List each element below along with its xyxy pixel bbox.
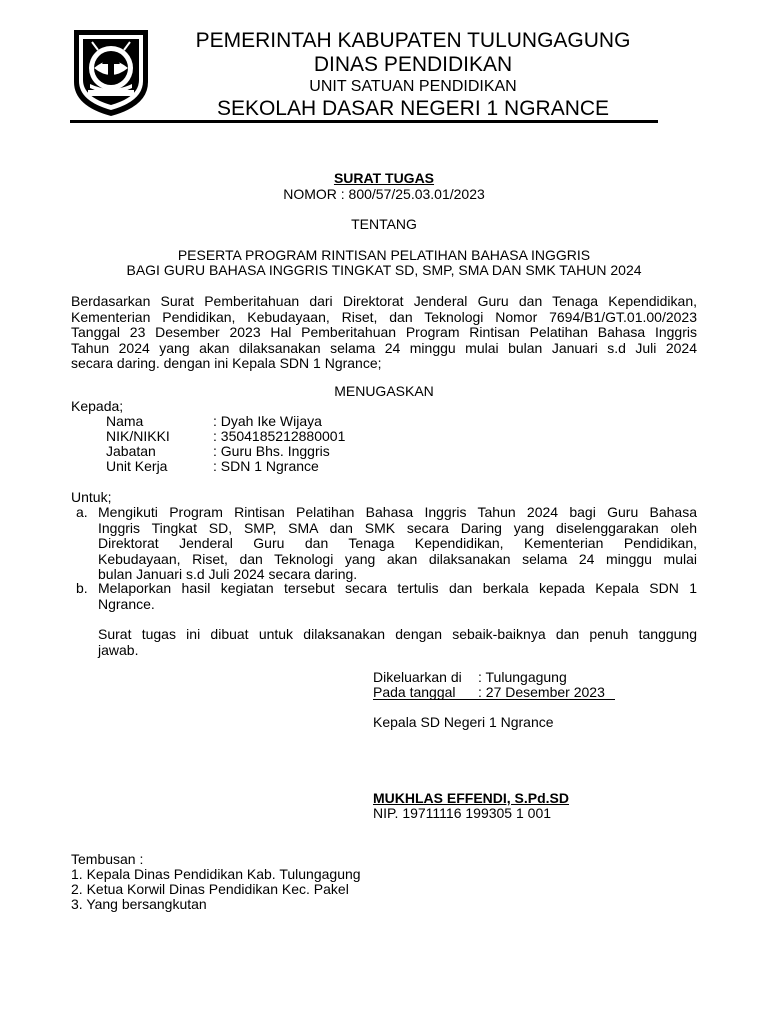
item-b-line: Ngrance. <box>98 595 155 612</box>
issued-place-value: : Tulungagung <box>478 669 567 685</box>
copies-label: Tembusan : <box>71 851 144 867</box>
issued-place-label: Dikeluarkan di <box>373 669 462 685</box>
item-a-line: bulan Januari s.d Juli 2024 secara daring. <box>98 566 358 582</box>
item-a-line: Kebudayaan, Riset, dan Teknologi yang akan dilaksanakan selama 24 minggu mulai <box>98 550 697 567</box>
closing-line: Surat tugas ini dibuat untuk dilaksanakan dengan sebaik-baiknya dan penuh tanggung <box>98 626 697 642</box>
regency-emblem-logo <box>68 24 154 120</box>
basis-line: secara daring. dengan ini Kepala SDN 1 Ngrance; <box>71 355 382 371</box>
signer-name: MUKHLAS EFFENDI, S.Pd.SD <box>373 790 570 806</box>
basis-paragraph <box>71 294 697 372</box>
letterhead-divider <box>70 120 658 123</box>
copies-item: 1. Kepala Dinas Pendidikan Kab. Tulungagung <box>71 866 361 882</box>
document-title: SURAT TUGAS <box>333 170 435 186</box>
field-value-unit: : SDN 1 Ngrance <box>213 458 319 474</box>
recipient-label: Kepada; <box>71 398 124 414</box>
subject-line-2: BAGI GURU BAHASA INGGRIS TINGKAT SD, SMP, SMA DAN SMK TAHUN 2024 <box>126 262 642 278</box>
basis-line: Berdasarkan Surat Pemberitahuan dari Direktorat Jenderal Guru dan Tenaga Kependidikan, <box>71 293 697 309</box>
field-label-position: Jabatan <box>106 443 156 459</box>
assign-heading: MENUGASKAN <box>334 383 434 399</box>
item-a-marker: a. <box>76 504 88 520</box>
issued-date-value: : 27 Desember 2023 <box>478 684 605 700</box>
signer-position: Kepala SD Negeri 1 Ngrance <box>373 714 554 730</box>
letterhead-school: SEKOLAH DASAR NEGERI 1 NGRANCE <box>216 97 610 120</box>
closing-paragraph <box>98 627 697 658</box>
item-a-text <box>98 505 697 583</box>
basis-line: Tahun 2024 yang akan dilaksanakan selama 24 minggu mulai bulan Januari s.d Juli 2024 <box>71 339 697 356</box>
field-label-nik: NIK/NIKKI <box>106 428 170 444</box>
field-value-name: : Dyah Ike Wijaya <box>213 413 322 429</box>
field-value-position: : Guru Bhs. Inggris <box>213 443 330 459</box>
issued-date-label: Pada tanggal <box>373 684 456 700</box>
letterhead <box>150 30 676 122</box>
item-a-line: Direktorat Jenderal Guru dan Tenaga Kependidikan, Kementerian Pendidikan, <box>98 535 697 551</box>
field-label-unit: Unit Kerja <box>106 458 168 474</box>
document-number: NOMOR : 800/57/25.03.01/2023 <box>283 186 485 202</box>
closing-line: jawab. <box>98 641 139 658</box>
field-label-name: Nama <box>106 413 144 429</box>
item-b-text <box>98 581 697 612</box>
signer-nip: NIP. 19711116 199305 1 001 <box>373 805 552 821</box>
purpose-label: Untuk; <box>71 489 112 505</box>
letterhead-office: DINAS PENDIDIKAN <box>313 53 513 76</box>
copies-item: 2. Ketua Korwil Dinas Pendidikan Kec. Pakel <box>71 881 349 897</box>
basis-line: Tanggal 23 Desember 2023 Hal Pemberitahuan Program Rintisan Pelatihan Bahasa Inggris <box>71 324 697 340</box>
subject-line-1: PESERTA PROGRAM RINTISAN PELATIHAN BAHASA INGGRIS <box>177 247 591 263</box>
copies-item: 3. Yang bersangkutan <box>71 896 207 912</box>
basis-line: Kementerian Pendidikan, Kebudayaan, Riset, dan Teknologi Nomor 7694/B1/GT.01.00/2023 <box>71 308 697 325</box>
letterhead-unit: UNIT SATUAN PENDIDIKAN <box>309 78 517 95</box>
letterhead-government: PEMERINTAH KABUPATEN TULUNGAGUNG <box>195 29 631 52</box>
item-b-line: Melaporkan hasil kegiatan tersebut secara tertulis dan berkala kepada Kepala SDN 1 <box>98 580 697 596</box>
field-value-nik: : 3504185212880001 <box>213 428 346 444</box>
about-heading: TENTANG <box>351 216 417 232</box>
item-a-line: Mengikuti Program Rintisan Pelatihan Bahasa Inggris Tahun 2024 bagi Guru Bahasa <box>98 504 697 520</box>
item-a-line: Inggris Tingkat SD, SMP, SMA dan SMK secara Daring yang diselenggarakan oleh <box>98 519 697 536</box>
item-b-marker: b. <box>76 580 88 596</box>
